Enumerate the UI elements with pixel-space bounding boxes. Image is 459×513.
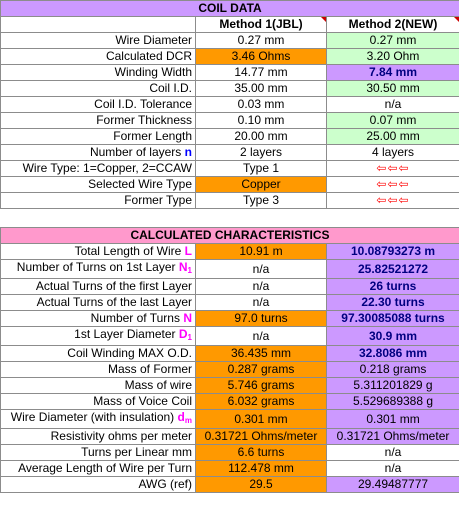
- actual-turns-first-m2[interactable]: 26 turns: [327, 279, 459, 295]
- wire-diameter-insulation-m1[interactable]: 0.301 mm: [196, 410, 327, 429]
- total-length-m1[interactable]: 10.91 m: [196, 244, 327, 260]
- calculated-dcr-m2[interactable]: 3.20 Ohm: [327, 49, 459, 65]
- turns-first-layer-m2[interactable]: 25.82521272: [327, 260, 459, 279]
- first-layer-diameter-label[interactable]: [1, 327, 196, 346]
- turns-first-layer-m1[interactable]: n/a: [196, 260, 327, 279]
- selected-wire-type-label[interactable]: Selected Wire Type: [1, 177, 196, 193]
- turns-per-linear-mm-m2[interactable]: n/a: [327, 445, 459, 461]
- mass-of-former-m2[interactable]: 0.218 grams: [327, 362, 459, 378]
- wire-diameter-m1[interactable]: 0.27 mm: [196, 33, 327, 49]
- symbol-D1: D: [178, 327, 188, 341]
- number-of-turns-label[interactable]: [1, 311, 196, 327]
- mass-of-wire-m2[interactable]: 5.311201829 g: [327, 378, 459, 394]
- former-thickness-label[interactable]: Former Thickness: [1, 113, 196, 129]
- turns-per-linear-mm-m1[interactable]: 6.6 turns: [196, 445, 327, 461]
- mass-of-wire-m1[interactable]: 5.746 grams: [196, 378, 327, 394]
- symbol-dm: d: [177, 410, 185, 424]
- number-of-turns-m2[interactable]: 97.30085088 turns: [327, 311, 459, 327]
- turns-per-linear-mm-label[interactable]: Turns per Linear mm: [1, 445, 196, 461]
- mass-of-voice-coil-label[interactable]: Mass of Voice Coil: [1, 394, 196, 410]
- symbol-D1-sub: 1: [187, 333, 192, 342]
- calculated-dcr-m1[interactable]: 3.46 Ohms: [196, 49, 327, 65]
- symbol-n: n: [184, 145, 192, 159]
- resistivity-m1[interactable]: 0.31721 Ohms/meter: [196, 429, 327, 445]
- resistivity-m2[interactable]: 0.31721 Ohms/meter: [327, 429, 459, 445]
- symbol-N1-sub: 1: [187, 266, 192, 275]
- first-layer-diameter-text: 1st Layer Diameter: [74, 327, 176, 341]
- actual-turns-last-label[interactable]: Actual Turns of the last Layer: [1, 295, 196, 311]
- symbol-N1: N: [178, 260, 188, 274]
- wire-diameter-label[interactable]: Wire Diameter: [1, 33, 196, 49]
- coil-id-m2[interactable]: 30.50 mm: [327, 81, 459, 97]
- former-length-m1[interactable]: 20.00 mm: [196, 129, 327, 145]
- turns-first-layer-text: Number of Turns on 1st Layer: [16, 260, 176, 274]
- wire-type-label[interactable]: Wire Type: 1=Copper, 2=CCAW: [1, 161, 196, 177]
- former-thickness-m1[interactable]: 0.10 mm: [196, 113, 327, 129]
- wire-type-m1[interactable]: Type 1: [196, 161, 327, 177]
- turns-first-layer-label[interactable]: [1, 260, 196, 279]
- coil-winding-max-od-m1[interactable]: 36.435 mm: [196, 346, 327, 362]
- actual-turns-last-m2[interactable]: 22.30 turns: [327, 295, 459, 311]
- number-of-turns-text: Number of Turns: [90, 311, 180, 325]
- number-of-turns-m1[interactable]: 97.0 turns: [196, 311, 327, 327]
- first-layer-diameter-m2[interactable]: 30.9 mm: [327, 327, 459, 346]
- resistivity-label[interactable]: Resistivity ohms per meter: [1, 429, 196, 445]
- wire-type-m2-arrows[interactable]: ⇦⇦⇦: [327, 161, 459, 177]
- spacer-row: [1, 209, 459, 228]
- winding-width-label[interactable]: Winding Width: [1, 65, 196, 81]
- symbol-L: L: [184, 244, 192, 258]
- calculated-characteristics-title[interactable]: CALCULATED CHARACTERISTICS: [1, 228, 459, 244]
- former-length-label[interactable]: Former Length: [1, 129, 196, 145]
- total-length-m2[interactable]: 10.08793273 m: [327, 244, 459, 260]
- symbol-dm-sub: m: [184, 416, 192, 425]
- actual-turns-last-m1[interactable]: n/a: [196, 295, 327, 311]
- col-method1-header[interactable]: Method 1(JBL): [196, 17, 327, 33]
- number-of-layers-m2[interactable]: 4 layers: [327, 145, 459, 161]
- calculated-dcr-label[interactable]: Calculated DCR: [1, 49, 196, 65]
- avg-length-per-turn-m1[interactable]: 112.478 mm: [196, 461, 327, 477]
- awg-ref-label[interactable]: AWG (ref): [1, 477, 196, 493]
- former-type-m2-arrows[interactable]: ⇦⇦⇦: [327, 193, 459, 209]
- former-thickness-m2[interactable]: 0.07 mm: [327, 113, 459, 129]
- number-of-layers-m1[interactable]: 2 layers: [196, 145, 327, 161]
- mass-of-wire-label[interactable]: Mass of wire: [1, 378, 196, 394]
- winding-width-m1[interactable]: 14.77 mm: [196, 65, 327, 81]
- wire-diameter-insulation-text: Wire Diameter (with insulation): [10, 410, 175, 424]
- selected-wire-type-m1[interactable]: Copper: [196, 177, 327, 193]
- number-of-layers-label[interactable]: [1, 145, 196, 161]
- avg-length-per-turn-label[interactable]: Average Length of Wire per Turn: [1, 461, 196, 477]
- coil-id-tolerance-m2[interactable]: n/a: [327, 97, 459, 113]
- former-type-m1[interactable]: Type 3: [196, 193, 327, 209]
- coil-id-tolerance-label[interactable]: Coil I.D. Tolerance: [1, 97, 196, 113]
- wire-diameter-insulation-label[interactable]: [1, 410, 196, 429]
- coil-data-title[interactable]: COIL DATA: [1, 1, 459, 17]
- mass-of-voice-coil-m2[interactable]: 5.529689388 g: [327, 394, 459, 410]
- coil-id-label[interactable]: Coil I.D.: [1, 81, 196, 97]
- total-length-label[interactable]: [1, 244, 196, 260]
- col-method2-header[interactable]: Method 2(NEW): [327, 17, 459, 33]
- coil-winding-max-od-label[interactable]: Coil Winding MAX O.D.: [1, 346, 196, 362]
- first-layer-diameter-m1[interactable]: n/a: [196, 327, 327, 346]
- wire-diameter-m2[interactable]: 0.27 mm: [327, 33, 459, 49]
- empty-cell[interactable]: [1, 17, 196, 33]
- actual-turns-first-m1[interactable]: n/a: [196, 279, 327, 295]
- avg-length-per-turn-m2[interactable]: n/a: [327, 461, 459, 477]
- mass-of-former-label[interactable]: Mass of Former: [1, 362, 196, 378]
- mass-of-voice-coil-m1[interactable]: 6.032 grams: [196, 394, 327, 410]
- mass-of-former-m1[interactable]: 0.287 grams: [196, 362, 327, 378]
- awg-ref-m2[interactable]: 29.49487777: [327, 477, 459, 493]
- coil-winding-max-od-m2[interactable]: 32.8086 mm: [327, 346, 459, 362]
- winding-width-m2[interactable]: 7.84 mm: [327, 65, 459, 81]
- number-of-layers-text: Number of layers: [89, 145, 182, 159]
- former-length-m2[interactable]: 25.00 mm: [327, 129, 459, 145]
- actual-turns-first-label[interactable]: Actual Turns of the first Layer: [1, 279, 196, 295]
- coil-id-tolerance-m1[interactable]: 0.03 mm: [196, 97, 327, 113]
- coil-id-m1[interactable]: 35.00 mm: [196, 81, 327, 97]
- selected-wire-type-m2-arrows[interactable]: ⇦⇦⇦: [327, 177, 459, 193]
- awg-ref-m1[interactable]: 29.5: [196, 477, 327, 493]
- symbol-N: N: [183, 311, 192, 325]
- former-type-label[interactable]: Former Type: [1, 193, 196, 209]
- wire-diameter-insulation-m2[interactable]: 0.301 mm: [327, 410, 459, 429]
- total-length-text: Total Length of Wire: [74, 244, 182, 258]
